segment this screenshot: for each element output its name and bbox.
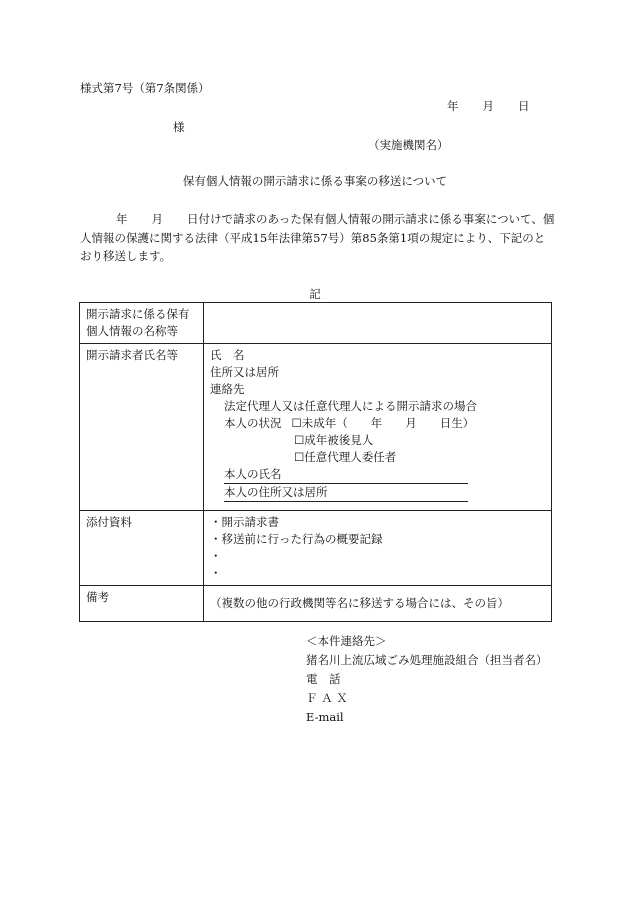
addressee: 様 <box>173 120 185 134</box>
body-year: 年 <box>116 212 128 226</box>
agent-case-label: 法定代理人又は任意代理人による開示請求の場合 <box>224 399 477 413</box>
requester-address: 住所又は居所 <box>210 365 279 379</box>
requester-contact: 連絡先 <box>210 382 245 396</box>
contact-fax: Ｆ Ａ Ｘ <box>306 691 348 705</box>
document-title: 保有個人情報の開示請求に係る事案の移送について <box>182 174 448 188</box>
status-delegate-checkbox: ☐任意代理人委任者 <box>294 450 397 464</box>
row-label-info-name: 開示請求に係る保有個人情報の名称等 <box>80 303 204 344</box>
form-number: 様式第7号（第7条関係） <box>80 81 210 95</box>
table-row <box>80 586 552 622</box>
attachment-item: ・ <box>210 566 222 580</box>
row-value-info-name <box>204 303 552 344</box>
date-day: 日 <box>518 99 530 113</box>
principal-address: 本人の住所又は居所 <box>224 484 468 502</box>
attachment-item: ・開示請求書 <box>210 515 279 529</box>
body-sentence: 日付けで請求のあった保有個人情報の開示請求に係る事案について、個人情報の保護に関する法律（平成15年法律第57号）第85条第1項の規定により、下記のとおり移送します。 <box>80 212 555 263</box>
contact-block <box>306 632 548 727</box>
row-label-requester: 開示請求者氏名等 <box>80 344 204 511</box>
body-month: 月 <box>151 212 163 226</box>
table-row <box>80 303 552 344</box>
implementing-org: （実施機関名） <box>368 138 449 152</box>
row-label-remarks: 備考 <box>80 586 204 622</box>
status-line <box>210 415 545 432</box>
body-text <box>80 210 555 266</box>
row-value-requester <box>204 344 552 511</box>
status-guardian-checkbox: ☐成年被後見人 <box>294 433 374 447</box>
attachment-item: ・移送前に行った行為の概要記録 <box>210 532 383 546</box>
transfer-table <box>79 302 552 622</box>
date-month: 月 <box>482 99 494 113</box>
row-value-attachments <box>204 511 552 586</box>
ki-heading: 記 <box>309 287 321 301</box>
contact-phone: 電 話 <box>306 672 341 686</box>
contact-heading: ＜本件連絡先＞ <box>306 634 387 648</box>
principal-name: 本人の氏名 <box>224 466 468 484</box>
contact-email: E-mail <box>306 710 344 724</box>
table-row <box>80 344 552 511</box>
date-year: 年 <box>447 99 459 113</box>
table-row <box>80 511 552 586</box>
status-label: 本人の状況 <box>224 416 282 430</box>
attachment-item: ・ <box>210 549 222 563</box>
row-value-remarks: （複数の他の行政機関等名に移送する場合には、その旨） <box>204 586 552 622</box>
row-label-attachments: 添付資料 <box>80 511 204 586</box>
requester-name: 氏 名 <box>210 348 245 362</box>
date-line <box>447 98 530 115</box>
status-minor-checkbox: ☐未成年（ 年 月 日生） <box>291 416 475 430</box>
contact-org: 猪名川上流広域ごみ処理施設組合（担当者名） <box>306 653 548 667</box>
